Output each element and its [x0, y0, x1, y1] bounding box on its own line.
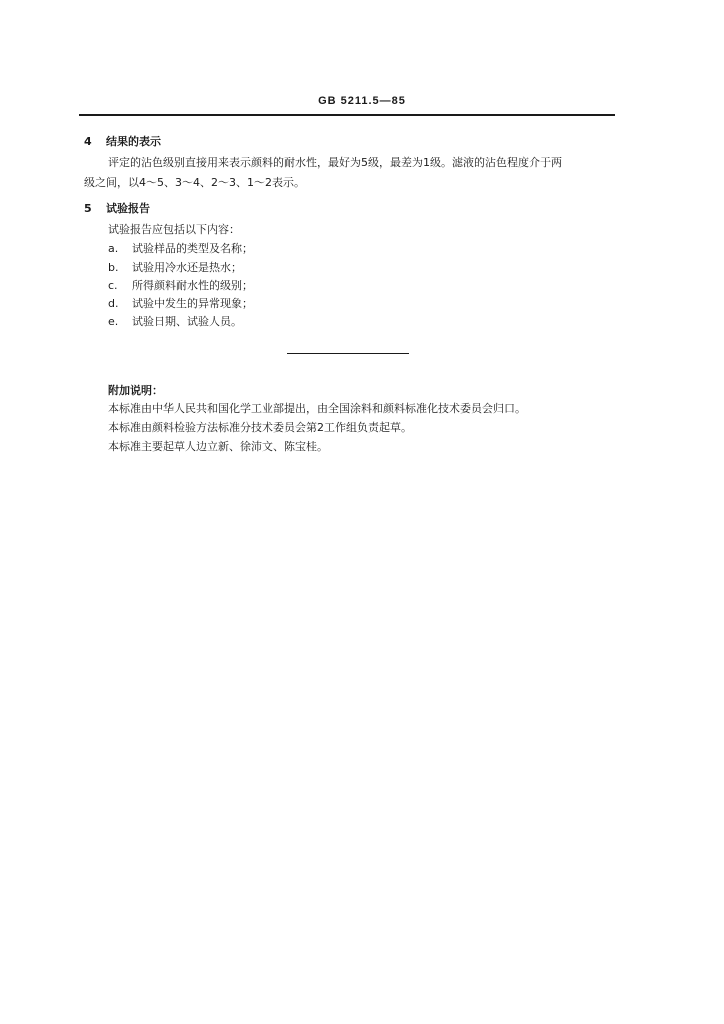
- section-4-paragraph-line-2: 级之间，以4～5、3～4、2～3、1～2表示。: [84, 176, 305, 189]
- list-item-marker: b.: [108, 261, 119, 274]
- header-rule: [79, 114, 615, 116]
- notes-line: 本标准由颜料检验方法标准分技术委员会第2工作组负责起草。: [108, 421, 412, 434]
- notes-line: 本标准主要起草人边立新、徐沛文、陈宝桂。: [108, 440, 328, 453]
- list-item-text: 试验日期、试验人员。: [132, 315, 242, 328]
- list-item-text: 试验中发生的异常现象；: [132, 297, 253, 310]
- list-item-text: 试验用冷水还是热水；: [132, 261, 242, 274]
- list-item-text: 试验样品的类型及名称；: [132, 242, 253, 255]
- end-of-text-rule: [287, 353, 409, 354]
- list-item: [108, 279, 253, 293]
- list-item-marker: a.: [108, 242, 119, 255]
- section-4-title: 结果的表示: [106, 135, 161, 148]
- section-5-number: 5: [84, 202, 92, 215]
- section-4-heading: [84, 133, 161, 149]
- section-4-paragraph-line-1: 评定的沾色级别直接用来表示颜料的耐水性，最好为5级，最差为1级。滤液的沾色程度介于两: [108, 156, 562, 169]
- list-item-marker: c.: [108, 279, 118, 292]
- list-item-marker: d.: [108, 297, 119, 310]
- list-item: [108, 242, 253, 256]
- list-item-marker: e.: [108, 315, 119, 328]
- list-item: [108, 315, 242, 329]
- list-item: [108, 297, 253, 311]
- standard-code: GB 5211.5—85: [318, 95, 406, 107]
- notes-title: 附加说明：: [108, 384, 163, 397]
- section-5-heading: [84, 200, 150, 216]
- section-4-number: 4: [84, 135, 92, 148]
- list-item: [108, 261, 242, 275]
- section-5-intro: 试验报告应包括以下内容：: [108, 223, 240, 236]
- section-5-title: 试验报告: [106, 202, 150, 215]
- list-item-text: 所得颜料耐水性的级别；: [132, 279, 253, 292]
- notes-line: 本标准由中华人民共和国化学工业部提出，由全国涂料和颜料标准化技术委员会归口。: [108, 402, 526, 415]
